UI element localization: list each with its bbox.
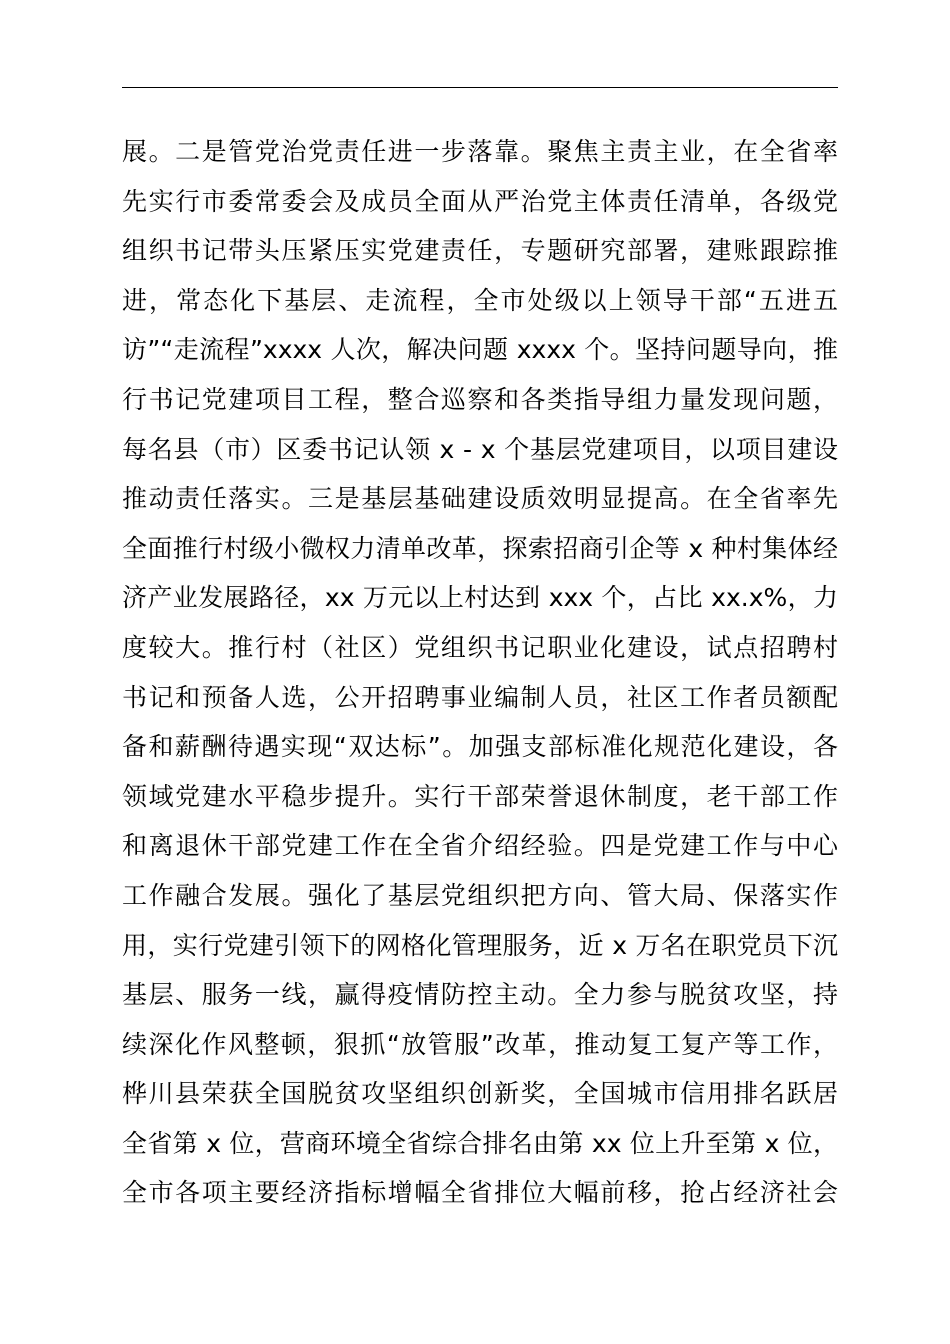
text-line: 全面推行村级小微权力清单改革，探索招商引企等 x 种村集体经 bbox=[122, 533, 838, 563]
text-line: 书记和预备人选，公开招聘事业编制人员，社区工作者员额配 bbox=[122, 682, 838, 712]
text-line: 桦川县荣获全国脱贫攻坚组织创新奖，全国城市信用排名跃居 bbox=[122, 1079, 838, 1109]
text-line: 基层、服务一线，赢得疫情防控主动。全力参与脱贫攻坚，持 bbox=[122, 980, 838, 1010]
text-line: 推动责任落实。三是基层基础建设质效明显提高。在全省率先 bbox=[122, 484, 838, 514]
text-line: 全市各项主要经济指标增幅全省排位大幅前移，抢占经济社会 bbox=[122, 1178, 838, 1208]
text-line: 访”“走流程”xxxx 人次，解决问题 xxxx 个。坚持问题导向，推 bbox=[122, 335, 838, 365]
text-line: 进，常态化下基层、走流程，全市处级以上领导干部“五进五 bbox=[122, 285, 838, 315]
text-line: 度较大。推行村（社区）党组织书记职业化建设，试点招聘村 bbox=[122, 632, 838, 662]
text-line: 和离退休干部党建工作在全省介绍经验。四是党建工作与中心 bbox=[122, 831, 838, 861]
text-line: 组织书记带头压紧压实党建责任，专题研究部署，建账跟踪推 bbox=[122, 236, 838, 266]
text-line: 备和薪酬待遇实现“双达标”。加强支部标准化规范化建设，各 bbox=[122, 732, 838, 762]
text-line: 工作融合发展。强化了基层党组织把方向、管大局、保落实作 bbox=[122, 880, 838, 910]
text-line: 每名县（市）区委书记认领 x - x 个基层党建项目，以项目建设 bbox=[122, 434, 838, 464]
text-line: 行书记党建项目工程，整合巡察和各类指导组力量发现问题， bbox=[122, 384, 838, 414]
header-rule bbox=[122, 87, 838, 88]
text-line: 续深化作风整顿，狠抓“放管服”改革，推动复工复产等工作， bbox=[122, 1029, 838, 1059]
body-paragraph bbox=[122, 127, 838, 1218]
text-line: 先实行市委常委会及成员全面从严治党主体责任清单，各级党 bbox=[122, 186, 838, 216]
text-line: 展。二是管党治党责任进一步落靠。聚焦主责主业，在全省率 bbox=[122, 137, 838, 166]
text-line: 用，实行党建引领下的网格化管理服务，近 x 万名在职党员下沉 bbox=[122, 930, 838, 960]
text-line: 济产业发展路径，xx 万元以上村达到 xxx 个，占比 xx.x%，力 bbox=[122, 583, 838, 613]
text-line: 全省第 x 位，营商环境全省综合排名由第 xx 位上升至第 x 位， bbox=[122, 1128, 838, 1158]
text-line: 领域党建水平稳步提升。实行干部荣誉退休制度，老干部工作 bbox=[122, 781, 838, 811]
